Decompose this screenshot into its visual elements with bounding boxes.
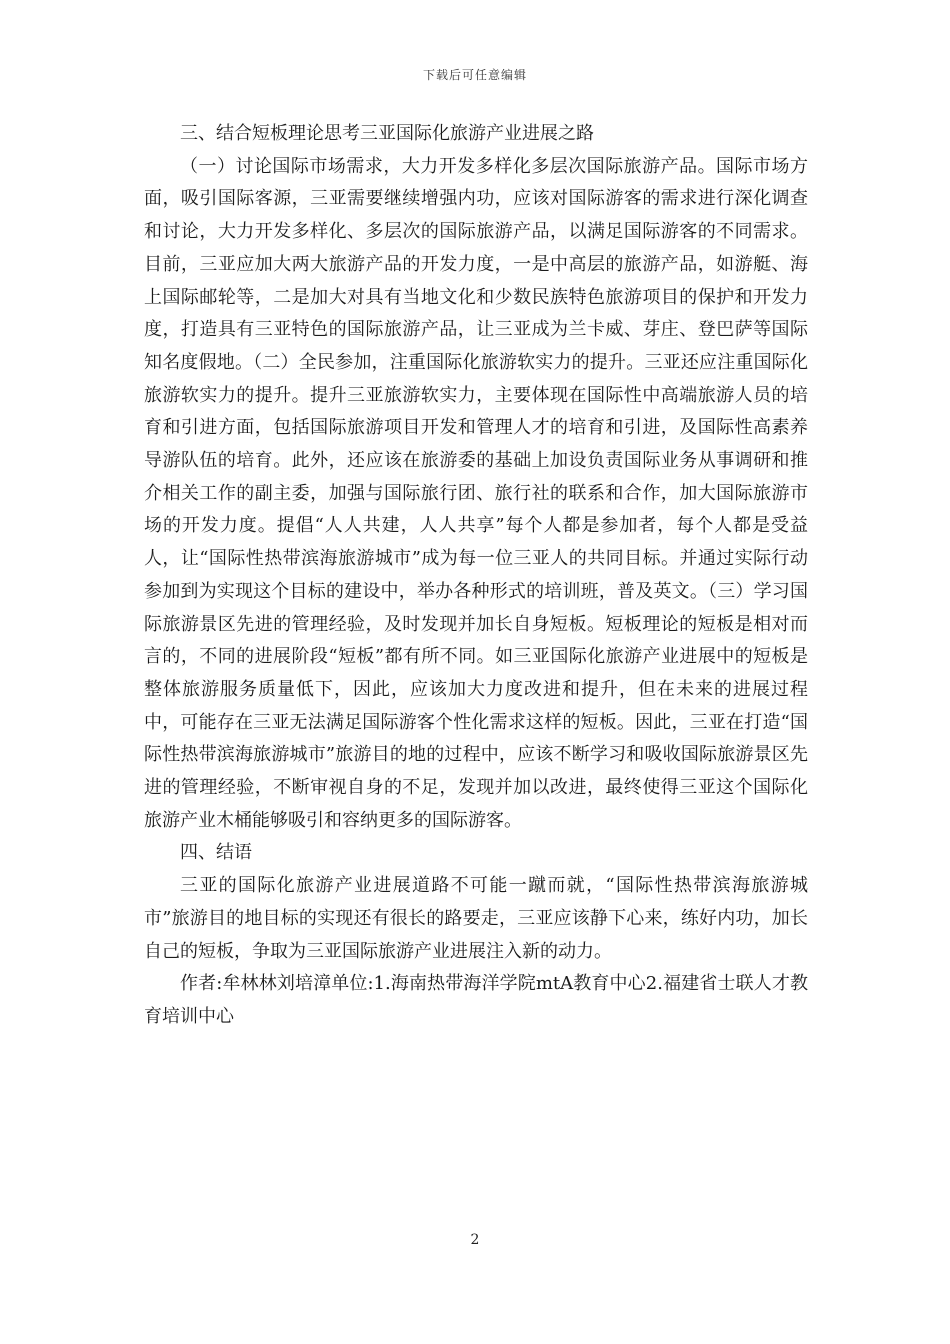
author-line: 作者:牟林林刘培漳单位:1.海南热带海洋学院mtA教育中心2.福建省士联人才教育培训中心 xyxy=(144,973,808,1027)
section-heading-3: 三、结合短板理论思考三亚国际化旅游产业进展之路 xyxy=(180,123,594,144)
page-number: 2 xyxy=(470,1232,480,1248)
document-body xyxy=(144,118,808,1034)
section-heading-4: 四、结语 xyxy=(180,842,252,864)
section-paragraph-4: 三亚的国际化旅游产业进展道路不可能一蹴而就，“国际性热带滨海旅游城市”旅游目的地目标的实现还有很长的路要走，三亚应该静下心来，练好内功，加长自己的短板，争取为三亚国际旅游产业进展注入新的动力。 xyxy=(144,875,808,962)
section-paragraph-3: （一）讨论国际市场需求，大力开发多样化多层次国际旅游产品。国际市场方面，吸引国际客源，三亚需要继续增强内功，应该对国际游客的需求进行深化调查和讨论，大力开发多样化、多层次的国际旅游产品，以满足国际游客的不同需求。目前，三亚应加大两大旅游产品的开发力度，一是中高层的旅游产品，如游艇、海上国际邮轮等，二是加大对具有当地文化和少数民族特色旅游项目的保护和开发力度，打造具有三亚特色的国际旅游产品，让三亚成为兰卡威、芽庄、登巴萨等国际知名度假地。（二）全民参加，注重国际化旅游软实力的提升。三亚还应注重国际化旅游软实力的提升。提升三亚旅游软实力，主要体现在国际性中高端旅游人员的培育和引进方面，包括国际旅游项目开发和管理人才的培育和引进，及国际性高素养导游队伍的培育。此外，还应该在旅游委的基础上加设负责国际业务从事调研和推介相关工作的副主委，加强与国际旅行团、旅行社的联系和合作，加大国际旅游市场的开发力度。提倡“人人共建，人人共享”每个人都是参加者，每个人都是受益人，让“国际性热带滨海旅游城市”成为每一位三亚人的共同目标。并通过实际行动参加到为实现这个目标的建设中，举办各种形式的培训班，普及英文。（三）学习国际旅游景区先进的管理经验，及时发现并加长自身短板。短板理论的短板是相对而言的，不同的进展阶段“短板”都有所不同。如三亚国际化旅游产业进展中的短板是整体旅游服务质量低下，因此，应该加大力度改进和提升，但在未来的进展过程中，可能存在三亚无法满足国际游客个性化需求这样的短板。因此，三亚在打造“国际性热带滨海旅游城市”旅游目的地的过程中，应该不断学习和吸收国际旅游景区先进的管理经验，不断审视自身的不足，发现并加以改进，最终使得三亚这个国际化旅游产业木桶能够吸引和容纳更多的国际游客。 xyxy=(144,155,808,831)
page-header: 下载后可任意编辑 xyxy=(422,68,527,82)
